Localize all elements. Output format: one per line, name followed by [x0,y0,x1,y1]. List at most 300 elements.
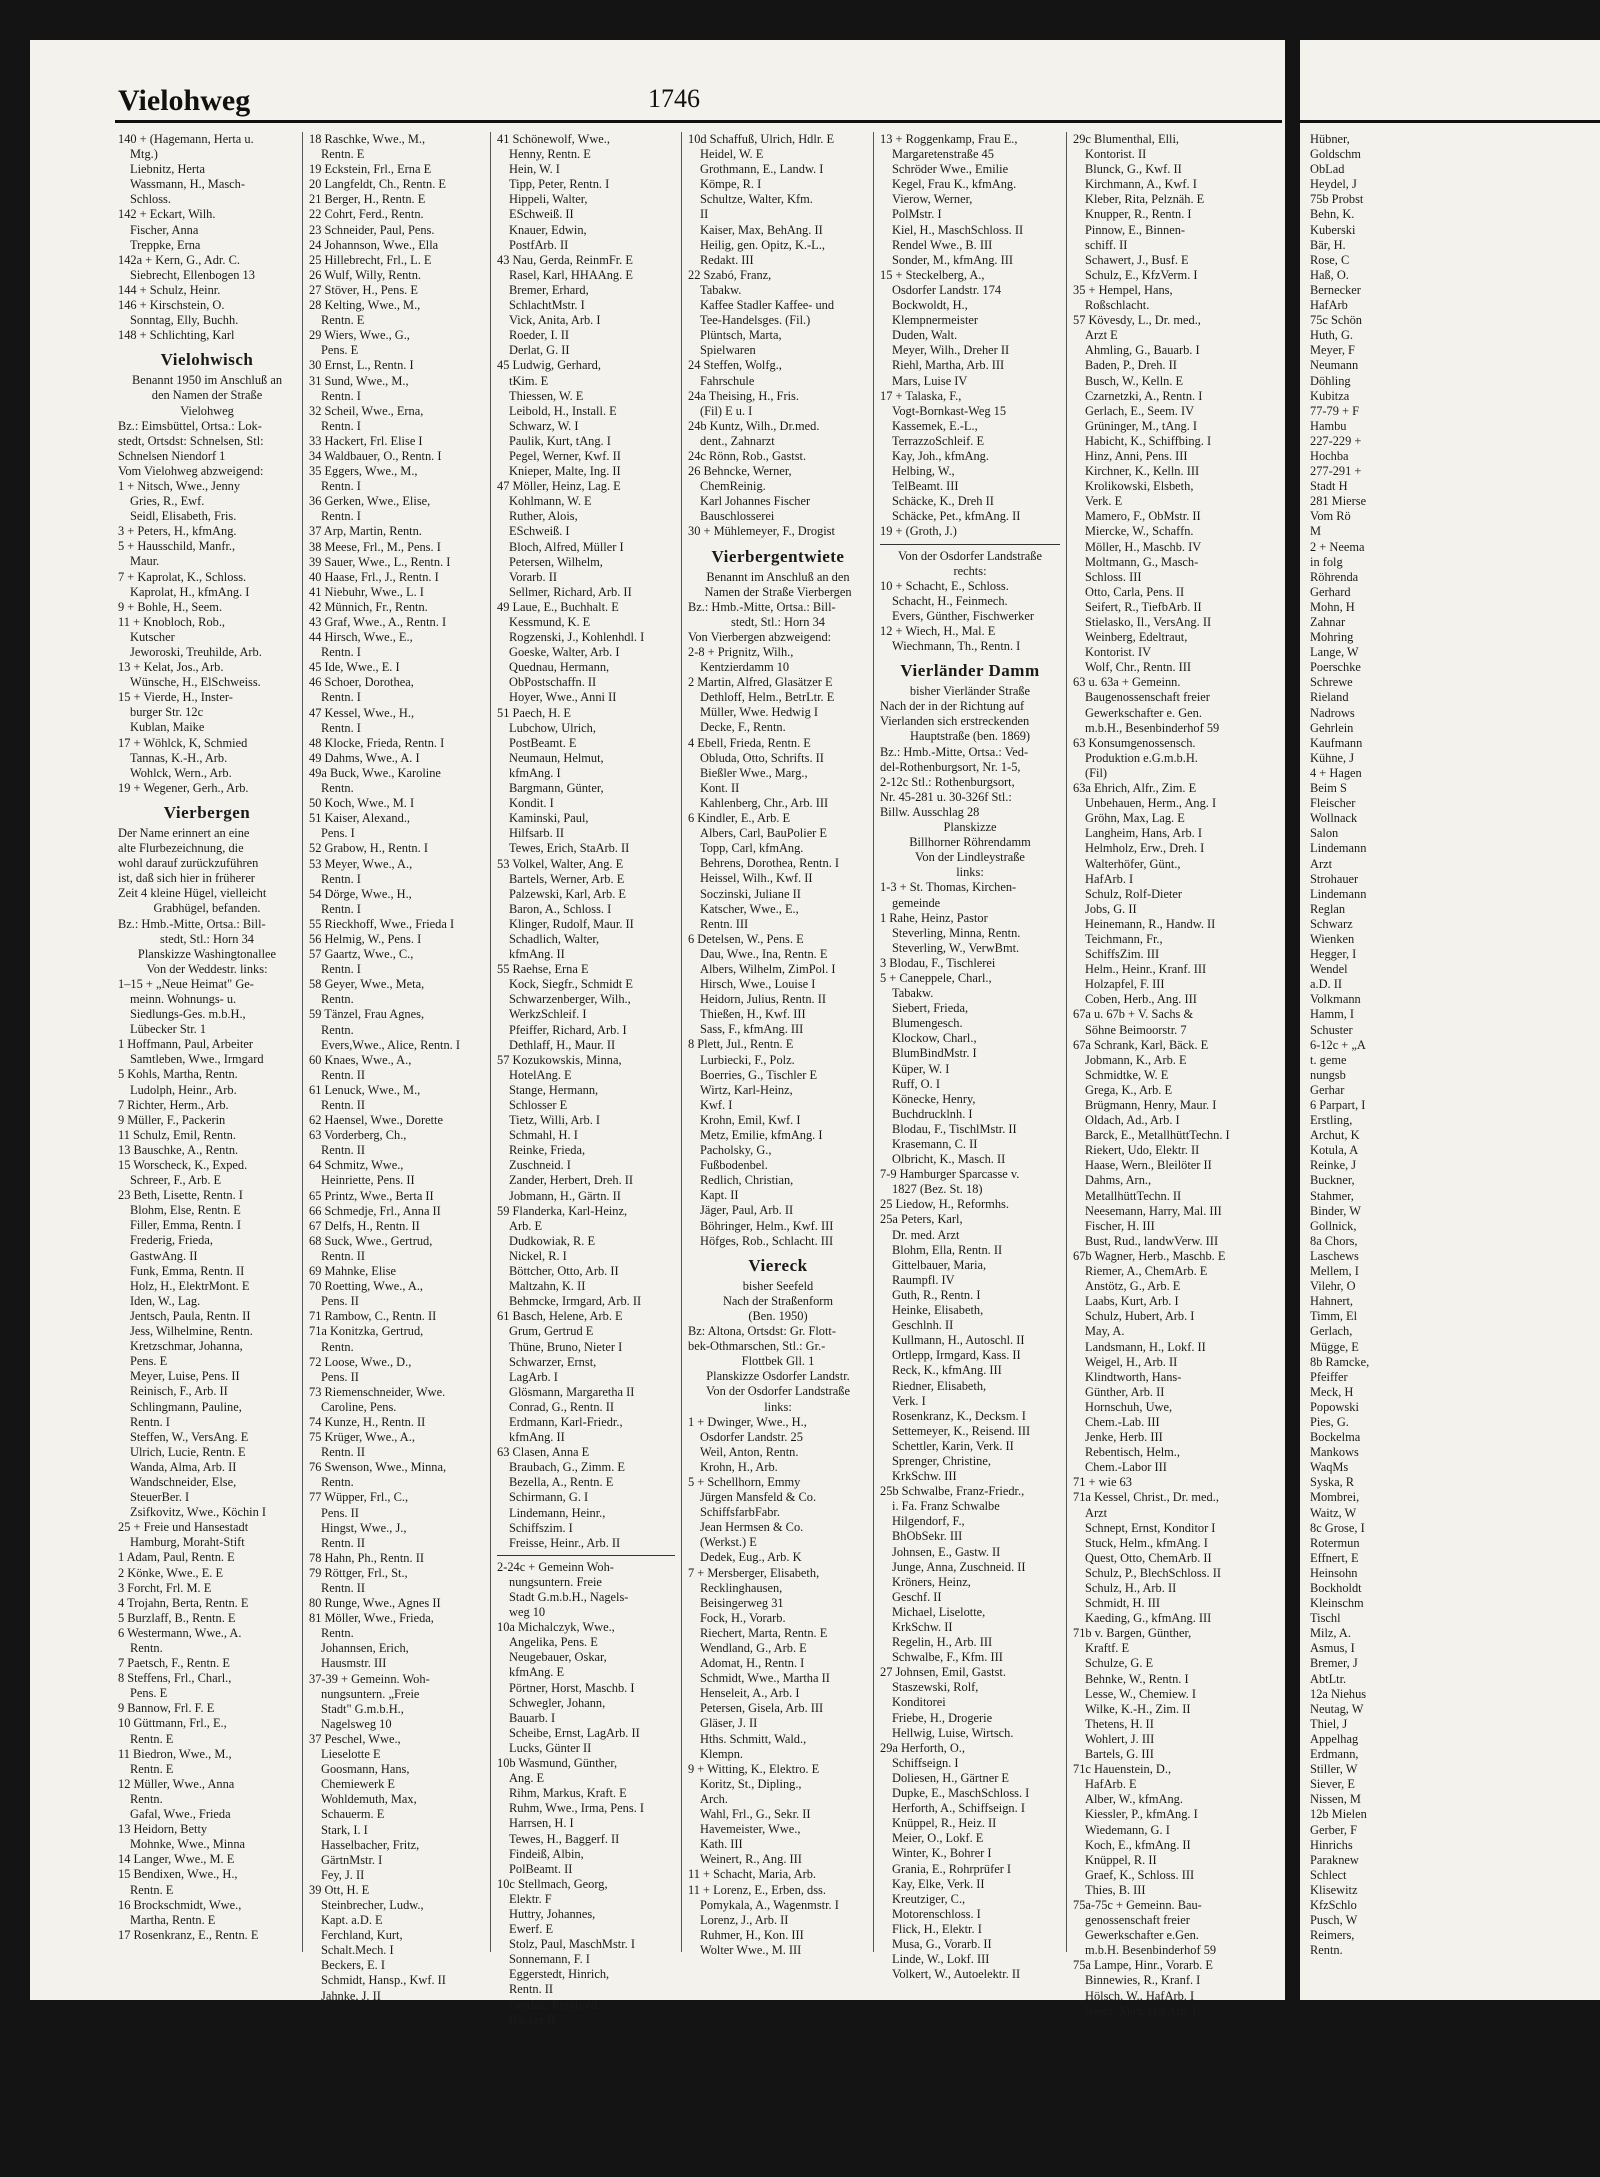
directory-line: Timm, El [1310,1309,1358,1324]
directory-line: Knieper, Malte, Ing. II [509,464,621,479]
directory-line: 77-79 + F [1310,403,1359,418]
directory-line: BhObSekr. III [892,1529,963,1544]
directory-line: Wollnack [1310,811,1358,826]
directory-line: Behmcke, Irmgard, Arb. II [509,1294,642,1309]
directory-line: Brügmann, Henry, Maur. I [1085,1098,1217,1112]
directory-line: 75a-75c + Gemeinn. Bau- [1073,1897,1202,1912]
directory-line: Hahnert, [1310,1294,1354,1309]
directory-line: Rentn. II [321,1535,366,1550]
directory-line: Billhorner Röhrendamm [909,835,1031,850]
directory-line: Pens. E [130,1686,168,1701]
page-header [118,84,1233,124]
directory-line: Nach der in der Richtung auf [880,699,1025,714]
street-section-heading: Viereck [748,1255,808,1275]
directory-line: Flottbek Gll. 1 [741,1354,815,1369]
directory-line: Ahmling, G., Bauarb. I [1085,343,1200,358]
directory-line: Wandschneider, Else, [130,1474,237,1489]
directory-line: Anstötz, G., Arb. E [1085,1279,1181,1294]
directory-line: Behn, K. [1310,207,1355,222]
directory-line: Gerlach, [1310,1324,1353,1339]
directory-line: Zeit 4 kleine Hügel, vielleicht [118,886,267,901]
directory-line: Roßschlacht. [1085,298,1150,313]
directory-line: Schettler, Karin, Verk. II [892,1438,1014,1453]
directory-line: Vogt-Bornkast-Weg 15 [892,403,1007,418]
directory-line: Henny, Rentn. E [509,147,591,162]
directory-line: 28 Kelting, Wwe., M., [309,298,421,313]
directory-line: Hausmstr. III [321,1656,387,1671]
section-rule [880,544,1060,545]
directory-line: 11 Biedron, Wwe., M., [118,1746,232,1761]
directory-line: Pusch, W [1310,1913,1358,1928]
directory-line: Mombrei, [1310,1490,1360,1505]
directory-line: Kont. II [700,780,740,795]
directory-line: 53 Meyer, Wwe., A., [309,856,413,871]
directory-line: Gerlach, E., Seem. IV [1085,403,1195,418]
directory-line: Chemiewerk E [321,1777,395,1792]
directory-line: Arb. E [509,1218,543,1233]
directory-line: 18 Raschke, Wwe., M., [309,132,426,146]
directory-line: Evers, Günther, Fischwerker [892,608,1034,623]
directory-line: Kock, Siegfr., Schmidt E [509,977,633,992]
directory-line: Fleischer [1310,796,1356,811]
directory-line: Boerries, G., Tischler E [700,1067,818,1082]
directory-line: Hilgendorf, F., [892,1514,965,1529]
directory-line: Wolf, Chr., Rentn. III [1085,660,1192,675]
directory-line: Knauer, Edwin, [509,222,587,237]
directory-line: Schlingmann, Pauline, [130,1399,242,1414]
directory-line: Gries, R., Ewf. [130,494,205,509]
directory-line: 6 Kindler, E., Arb. E [688,811,791,826]
directory-line: 9 Bannow, Frl. F. E [118,1701,215,1716]
directory-line: stedt, Stl.: Horn 34 [160,931,254,946]
directory-line: 5 + Schellhorn, Emmy [688,1474,801,1489]
directory-line: PostBeamt. E [509,735,577,750]
directory-line: 71a Konitzka, Gertrud, [309,1324,424,1339]
directory-line: 55 Raehse, Erna E [497,962,589,977]
directory-line: 58 Geyer, Wwe., Meta, [309,977,425,992]
directory-line: Sellmer, Richard, Arb. II [509,584,632,599]
directory-line: Rosenkranz, K., Decksm. I [892,1408,1026,1423]
directory-line: Huttry, Johannes, [509,1906,596,1921]
directory-line: Leibold, H., Install. E [509,403,617,418]
directory-line: Coben, Herb., Ang. III [1085,992,1197,1007]
directory-line: 227-229 + [1310,433,1362,448]
directory-line: Pfeiffer, Richard, Arb. I [509,1022,627,1037]
directory-line: Heinriette, Pens. II [321,1173,415,1188]
directory-line: Neugebauer, Oskar, [509,1650,607,1665]
directory-line: Mellem, I [1310,1264,1359,1279]
directory-line: Steverling, W., VerwBmt. [892,940,1020,955]
directory-line: 37-39 + Gemeinn. Woh- [309,1671,430,1686]
directory-line: Heidorn, Julius, Rentn. II [700,992,826,1007]
directory-line: Pies, G. [1310,1414,1349,1429]
directory-line: 41 Schönewolf, Wwe., [497,132,610,146]
directory-line: Liebnitz, Herta [130,162,205,177]
directory-line: HotelAng. E [509,1067,572,1082]
directory-line: Gröhn, Max, Lag. E [1085,811,1185,826]
directory-line: Grum, Gertrud E [509,1324,594,1339]
directory-line: 56 Helmig, W., Pens. I [309,931,422,946]
directory-column-3 [497,132,675,2027]
directory-line: Schwarz, W. I [509,418,579,433]
directory-line: 48 Klocke, Frieda, Rentn. I [309,735,445,750]
directory-line: Nissen, M [1310,1792,1361,1807]
directory-line: Seifert, R., TiefbArb. II [1085,599,1202,614]
directory-line: Busch, W., Kelln. E [1085,373,1184,388]
directory-line: Schulze, G. E [1085,1656,1154,1671]
directory-line: 63a Ehrich, Alfr., Zim. E [1073,781,1197,796]
directory-line: 3 + Peters, H., kfmAng. [118,524,237,539]
directory-line: Plüntsch, Marta, [700,328,782,343]
directory-line: Friebe, H., Drogerie [892,1710,993,1725]
directory-line: Ewerf. E [509,1922,554,1937]
directory-line: 43 Graf, Wwe., A., Rentn. I [309,615,447,629]
directory-line: Lorenz, J., Arb. II [700,1912,789,1927]
directory-line: Stadt G.m.b.H., Nagels- [509,1590,629,1604]
directory-line: Baugenossenschaft freier [1085,690,1210,705]
directory-line: Rentn. I [321,509,361,524]
directory-line: 15 + Steckelberg, A., [880,267,985,282]
directory-line: Heinemann, R., Handw. II [1085,916,1216,931]
directory-line: Chem.-Lab. III [1085,1414,1160,1429]
directory-line: Redakt. III [700,252,754,267]
directory-line: Siever, E [1310,1777,1355,1792]
directory-line: Hölsch, W., HafArb. I [1085,1988,1195,2003]
directory-line: Pegel, Werner, Kwf. II [509,448,621,463]
directory-line: 26 Behncke, Werner, [688,464,792,479]
directory-line: Gläser, J. II [700,1716,758,1731]
directory-line: 8 Steffens, Frl., Charl., [118,1671,232,1686]
directory-line: Schuster [1310,1022,1353,1037]
directory-line: Kentzierdamm 10 [700,660,790,675]
directory-line: Klockow, Charl., [892,1031,977,1046]
directory-line: Nr. 45-281 u. 30-326f Stl.: [880,789,1012,804]
directory-line: Mars, Luise IV [892,373,968,388]
directory-line: Angelika, Pens. E [509,1635,598,1650]
directory-line: Conrad, G., Rentn. II [509,1399,614,1414]
directory-line: Lindemann [1310,886,1367,901]
directory-line: Lindemann [1310,841,1367,856]
directory-line: Jahnke, J. II [321,1988,381,2003]
directory-line: Kessmund, K. E [509,615,591,629]
directory-line: 8c Grose, I [1310,1520,1365,1535]
directory-line: Schlect [1310,1867,1347,1882]
directory-line: Frederig, Frieda, [130,1233,213,1248]
directory-line: 45 Ludwig, Gerhard, [497,358,601,373]
directory-line: 9 + Witting, K., Elektro. E [688,1761,820,1776]
directory-line: Heissel, Wilh., Kwf. II [700,871,813,886]
directory-line: 13 Heidorn, Betty [118,1822,208,1837]
directory-line: Soczinski, Juliane II [700,886,801,901]
directory-line: 19 + (Groth, J.) [880,524,957,539]
directory-line: 11 + Knobloch, Rob., [118,614,226,629]
directory-line: Heinke, Elisabeth, [892,1303,984,1318]
directory-line: Kiel, H., MaschSchloss. II [892,222,1024,237]
directory-line: 8a Chors, [1310,1233,1358,1248]
directory-line: 38 Meese, Frl., M., Pens. I [309,539,441,554]
directory-line: ist, daß sich hier in früherer [118,871,255,886]
directory-line: Bockwoldt, H., [892,298,968,313]
directory-line: Schwarzenberger, Wilh., [509,992,631,1007]
directory-line: Stadt" G.m.b.H., [321,1701,404,1716]
directory-line: 144 + Schulz, Heinr. [118,282,221,297]
directory-line: 69 Mahnke, Elise [309,1264,397,1279]
directory-line: Pomykala, A., Wagenmstr. I [700,1897,839,1912]
directory-line: Otto, Carla, Pens. II [1085,584,1185,599]
directory-line: Schmidt, H. III [1085,1596,1161,1611]
directory-line: Holzapfel, F. III [1085,977,1165,992]
directory-line: Rentn. I [321,901,361,916]
directory-line: Bloch, Alfred, Müller I [509,539,624,554]
directory-line: Maur. [130,554,160,569]
directory-line: 49 Dahms, Wwe., A. I [309,750,420,765]
directory-line: (Ben. 1950) [748,1308,808,1323]
directory-line: LagArb. I [509,1369,558,1384]
directory-line: Scheibe, Ernst, LagArb. II [509,1725,640,1740]
directory-line: 15 Worscheck, K., Exped. [118,1158,248,1172]
directory-line: Schwalbe, F., Kfm. III [892,1650,1003,1665]
directory-line: Rentn. II [509,1982,554,1997]
directory-line: Bauarb. I [509,1710,556,1725]
directory-line: Schalt.Mech. I [321,1943,394,1958]
directory-line: Flick, H., Elektr. I [892,1921,982,1936]
directory-line: Klempn. [700,1746,744,1761]
directory-line: Meyer, Wilh., Dreher II [892,343,1010,358]
directory-line: Rentn. II [321,1248,366,1263]
directory-line: Ludolph, Heinr., Arb. [130,1082,237,1097]
directory-line: Neesemann, Harry, Mal. III [1085,1203,1222,1218]
directory-line: Krolikowski, Elsbeth, [1085,479,1194,494]
directory-line: 10 + Schacht, E., Schloss. [880,578,1009,593]
directory-line: WerkzSchleif. I [509,1007,587,1022]
directory-line: Freisse, Heinr., Arb. II [509,1535,621,1550]
directory-line: Kahlenberg, Chr., Arb. III [700,795,829,810]
directory-line: Bremer, J [1310,1656,1358,1671]
directory-line: Tannas, K.-H., Arb. [130,750,228,765]
directory-line: 26 Wulf, Willy, Rentn. [309,267,422,282]
directory-line: Rentn. I [321,418,361,433]
column-divider [681,132,682,1952]
directory-line: Schulz, H., Arb. II [1085,1581,1177,1595]
directory-line: Arzt [1310,856,1333,871]
directory-line: Wünsche, H., ElSchweiss. [130,675,261,690]
directory-line: 14 Langer, Wwe., M. E [118,1852,235,1867]
directory-line: Elektr. F [509,1891,552,1906]
directory-line: Bargmann, Günter, [509,781,604,796]
directory-line: Jobmann, H., Gärtn. II [509,1188,621,1203]
page-number: 1746 [648,84,700,113]
directory-line: Jürgen Mansfeld & Co. [700,1490,817,1505]
directory-line: 30 Ernst, L., Rentn. I [309,358,414,373]
directory-line: Dudkowiak, R. E [509,1233,596,1248]
directory-line: Klisewitz [1310,1882,1358,1897]
directory-line: Neumann [1310,358,1359,373]
directory-line: SchiffsfarbFabr. [700,1505,780,1520]
directory-line: Gerdau, Reinhold, [509,1997,601,2012]
directory-line: Grega, K., Arb. E [1085,1082,1173,1097]
directory-line: Roeder, I. II [509,328,570,343]
directory-line: 12a Niehus [1310,1686,1367,1701]
directory-line: Bartels, G. III [1085,1747,1154,1762]
directory-line: Bernecker [1310,282,1361,297]
directory-line: Kraftf. E [1085,1641,1130,1656]
directory-line: Maltzahn, K. II [509,1279,586,1294]
directory-line: 19 + Wegener, Gerh., Arb. [118,780,249,795]
directory-line: Rentn. III [700,916,749,931]
column-divider [1066,132,1067,1952]
directory-line: Lieselotte E [321,1747,381,1762]
directory-line: Jobmann, K., Arb. E [1085,1052,1187,1067]
directory-line: 3 Blodau, F., Tischlerei [880,955,996,970]
directory-line: Rentn. I [321,720,361,735]
directory-line: Hinz, Anni, Pens. III [1085,448,1188,463]
directory-line: Vorarb. II [509,569,557,584]
directory-line: Arzt E [1085,328,1118,343]
directory-line: Böhringer, Helm., Kwf. III [700,1218,834,1233]
directory-line: Geschlnh. II [892,1318,954,1333]
directory-line: Bießler Wwe., Marg., [700,765,808,780]
directory-line: GärtnMstr. I [321,1852,383,1867]
directory-line: Kaeding, G., kfmAng. III [1085,1611,1212,1626]
directory-line: 65 Printz, Wwe., Berta II [309,1188,434,1203]
directory-line: AbtLtr. [1310,1671,1347,1686]
directory-line: 23 Schneider, Paul, Pens. [309,222,435,237]
directory-line: 12 Müller, Wwe., Anna [118,1776,235,1791]
directory-line: Jäger, Paul, Arb. II [700,1203,794,1218]
directory-line: Wilke, K.-H., Zim. II [1085,1701,1191,1716]
directory-line: 71a Kessel, Christ., Dr. med., [1073,1490,1219,1505]
directory-line: Ortlepp, Irmgard, Kass. II [892,1348,1021,1363]
directory-line: May, A. [1085,1324,1125,1339]
directory-line: Planskizze [943,820,997,835]
directory-line: Kassemek, E.-L., [892,418,978,433]
directory-line: Findeiß, Albin, [509,1846,584,1861]
directory-line: stedt, Stl.: Horn 34 [731,614,825,629]
directory-line: Helm., Heinr., Kranf. III [1085,962,1207,977]
directory-line: 5 + Caneppele, Charl., [880,970,992,985]
directory-line: Hamm, I [1310,1007,1355,1022]
directory-line: 74 Kunze, H., Rentn. II [309,1414,426,1429]
directory-line: 10b Wasmund, Günther, [497,1756,618,1771]
directory-line: 142 + Eckart, Wilh. [118,207,216,222]
directory-line: Pens. II [321,1505,359,1520]
directory-line: SchiffsZim. III [1085,947,1160,962]
directory-line: Kay, Joh., kfmAng. [892,448,989,463]
directory-line: nungsuntern. „Freie [321,1686,420,1701]
directory-line: Röhrenda [1310,569,1359,584]
directory-line: 25 Liedow, H., Reformhs. [880,1197,1009,1212]
directory-line: Gerber, F [1310,1822,1357,1837]
directory-line: Staszewski, Rolf, [892,1680,979,1695]
directory-line: 24b Kuntz, Wilh., Dr.med. [688,418,820,433]
directory-line: Hilfsarb. II [509,826,565,841]
directory-line: Vick, Anita, Arb. I [509,313,601,328]
directory-line: Huth, G. [1310,328,1354,343]
directory-line: Benannt 1950 im Anschluß an [131,373,283,388]
directory-line: Schlosser E [509,1098,568,1112]
directory-line: Tewes, Erich, StaArb. II [509,841,630,856]
directory-line: Reinke, J [1310,1158,1357,1173]
directory-line: 146 + Kirschstein, O. [118,298,225,313]
directory-line: Gehrlein [1310,720,1354,735]
directory-line: Thiel, J [1310,1716,1348,1731]
directory-line: 67 Delfs, H., Rentn. II [309,1218,420,1233]
directory-line: 4 Ebell, Frieda, Rentn. E [688,735,811,750]
left-page [30,40,1285,2027]
directory-line: 71b v. Bargen, Günther, [1073,1626,1192,1641]
directory-line: Derlat, G. II [509,343,570,358]
directory-line: Produktion e.G.m.b.H. [1085,750,1198,765]
directory-line: Grothmann, E., Landw. I [700,162,824,177]
directory-line: Fock, H., Vorarb. [700,1610,786,1625]
directory-line: Hasselbacher, Fritz, [321,1837,420,1852]
directory-line: Goeske, Walter, Arb. I [509,645,620,660]
directory-line: 63 u. 63a + Gemeinn. [1073,675,1181,690]
directory-line: Rentn. I [321,871,361,886]
directory-line: Reck, K., kfmAng. III [892,1363,1002,1378]
directory-line: Rentn. [1310,1943,1343,1958]
directory-line: 6-12c + „A [1310,1037,1366,1052]
directory-line: Schawert, J., Busf. E [1085,252,1189,267]
directory-line: Haß, O. [1310,267,1349,282]
directory-line: Ferchland, Kurt, [321,1928,403,1943]
directory-line: Ang. E [509,1771,545,1786]
directory-line: Arch. [700,1791,728,1806]
directory-line: 34 Waldbauer, O., Rentn. I [309,448,442,463]
directory-line: Gerhard [1310,584,1351,599]
directory-line: Schwarz [1310,916,1353,931]
directory-line: Namen der Straße Vierbergen [704,584,852,599]
directory-line: 5 + Hausschild, Manfr., [118,539,236,554]
directory-line: 45 Ide, Wwe., E. I [309,660,400,675]
directory-line: TelBeamt. III [892,479,959,494]
directory-line: Grüninger, M., tAng. I [1085,418,1198,433]
directory-line: Bär, H. [1310,237,1346,252]
directory-line: Krohn, Emil, Kwf. I [700,1112,801,1127]
directory-line: Dr. med. Arzt [892,1227,960,1242]
directory-line: in folg [1310,554,1343,569]
directory-line: Kotula, A [1310,1143,1359,1158]
directory-line: Verk. I [892,1393,926,1408]
directory-line: dent., Zahnarzt [700,433,775,448]
directory-line: (Fil) E u. I [700,403,753,418]
directory-line: 7 Paetsch, F., Rentn. E [118,1656,230,1671]
directory-line: 51 Paech, H. E [497,705,571,720]
directory-line: 24 Steffen, Wolfg., [688,358,782,373]
directory-line: Vilehr, O [1310,1279,1356,1294]
directory-line: Beckers, E. I [321,1958,385,1973]
directory-line: del-Rothenburgsort, Nr. 1-5, [880,759,1021,774]
directory-line: Heinsohn [1310,1565,1358,1580]
directory-line: Schreer, F., Arb. E [130,1173,222,1188]
directory-line: Thies, B. III [1085,1882,1146,1897]
directory-line: Hippeli, Walter, [509,192,588,207]
directory-line: links: [764,1399,792,1414]
directory-line: Reglan [1310,901,1346,916]
directory-line: Kontorist. IV [1085,645,1152,660]
directory-line: Rentn. E [321,147,365,162]
directory-line: Kublan, Maike [130,720,205,735]
directory-line: 1-3 + St. Thomas, Kirchen- [880,880,1017,895]
header-rule-right [1300,120,1600,123]
directory-line: Petersen, Gisela, Arb. III [700,1701,824,1716]
directory-line: HafArb [1310,298,1348,313]
directory-line: Billw. Ausschlag 28 [880,804,980,819]
directory-line: Martha, Rentn. E [130,1912,216,1927]
directory-line: Settemeyer, K., Reisend. III [892,1423,1031,1438]
directory-line: Planskizze Osdorfer Landstr. [706,1369,850,1384]
directory-line: 13 + Kelat, Jos., Arb. [118,660,224,675]
